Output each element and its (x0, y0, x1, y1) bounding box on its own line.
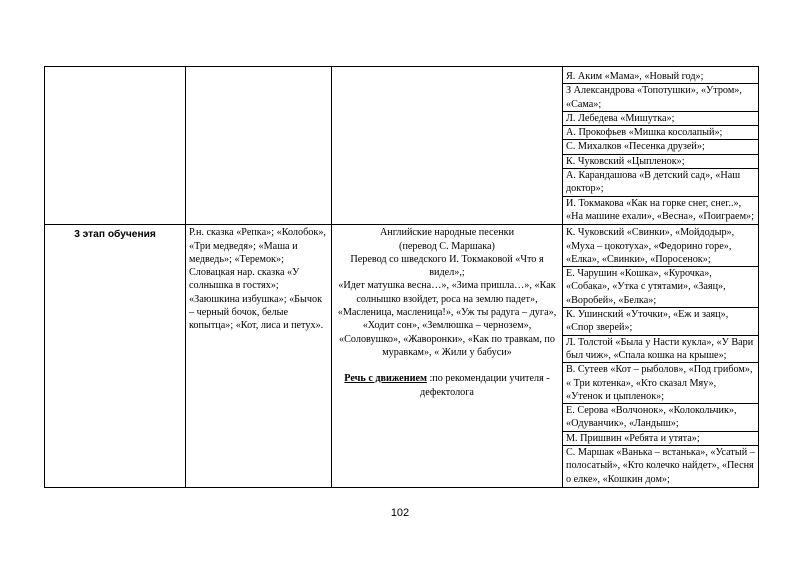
page-number: 102 (390, 507, 410, 519)
songs-heading: Английские народные песенки (379, 227, 515, 239)
authors-cell (563, 67, 759, 225)
stage-cell-empty (45, 67, 186, 225)
speech-movement (335, 372, 559, 399)
author-entry: Я. Аким «Мама», «Новый год»; (563, 70, 758, 84)
songs-cell (332, 225, 563, 488)
author-entry: А. Прокофьев «Мишка косолапый»; (563, 126, 758, 140)
author-entry: К. Ушинский «Уточки», «Еж и заяц», «Спор зверей»; (563, 308, 758, 336)
tales-cell-empty (186, 67, 332, 225)
author-entry: Е. Чарушин «Кошка», «Курочка», «Собака», «Утка с утятами», «Заяц», «Воробей», «Белка»; (563, 267, 758, 308)
author-entry: А. Карандашова «В детский сад», «Наш доктор»; (563, 169, 758, 197)
author-entry: С. Маршак «Ванька – встанька», «Усатый – полосатый», «Кто колечко найдет», «Песня о елке», «Кошкин дом»; (566, 447, 755, 485)
songs-translator: (перевод С. Маршака) (399, 240, 495, 252)
songs-list: «Идет матушка весна…», «Зима пришла…», «Как солнышко взойдет, роса на землю падет», «Масленица, масленица!», «Уж ты радуга – дуга», «Ходит сон», «Землюшка – чернозем», «Соловушко», «Жаворонки», «Как по травкам, по муравкам», « Жили у бабуси» (337, 280, 557, 358)
authors-list (566, 70, 755, 223)
speech-title: Речь с движением (344, 373, 427, 385)
stage-label: 3 этап обучения (45, 225, 186, 488)
author-entry: К. Чуковский «Свинки», «Мойдодыр», «Муха – цокотуха», «Федорино горе», «Елка», «Свинки», «Поросенок»; (563, 226, 758, 267)
table-row (45, 225, 759, 488)
author-entry: Л. Лебедева «Мишутка»; (563, 112, 758, 126)
speech-text: :по рекомендации учителя - дефектолога (420, 373, 550, 398)
authors-list (566, 226, 755, 486)
songs-swedish: Перевод со шведского И. Токмаковой «Что я видел»,; (350, 253, 544, 279)
author-entry: В. Сутеев «Кот – рыболов», «Под грибом», « Три котенка», «Кто сказал Мяу», «Утенок и цыпленок»; (563, 363, 758, 404)
authors-cell (563, 225, 759, 488)
author-entry: М. Пришвин «Ребята и утята»; (563, 432, 758, 446)
author-entry: К. Чуковский «Цыпленок»; (563, 155, 758, 169)
author-entry: З Александрова «Топотушки», «Утром», «Сама»; (563, 84, 758, 112)
literature-table (44, 66, 759, 488)
author-entry: С. Михалков «Песенка друзей»; (563, 140, 758, 154)
author-entry: Е. Серова «Волчонок», «Колокольчик», «Одуванчик», «Ландыш»; (563, 404, 758, 432)
author-entry: Л. Толстой «Была у Насти кукла», «У Вари был чиж», «Спала кошка на крыше»; (563, 336, 758, 364)
songs-cell-empty (332, 67, 563, 225)
tales-cell: Р.н. сказка «Репка»; «Колобок», «Три медведя»; «Маша и медведь»; «Теремок»; Словацкая нар. сказка «У солнышка в гостях»; «Заюшкина избушка»; «Бычок – черный бочок, белые копытца»; «Кот, лиса и петух». (186, 225, 332, 488)
table-row (45, 67, 759, 225)
author-entry: И. Токмакова «Как на горке снег, снег..», «На машине ехали», «Весна», «Поиграем»; (566, 197, 754, 222)
